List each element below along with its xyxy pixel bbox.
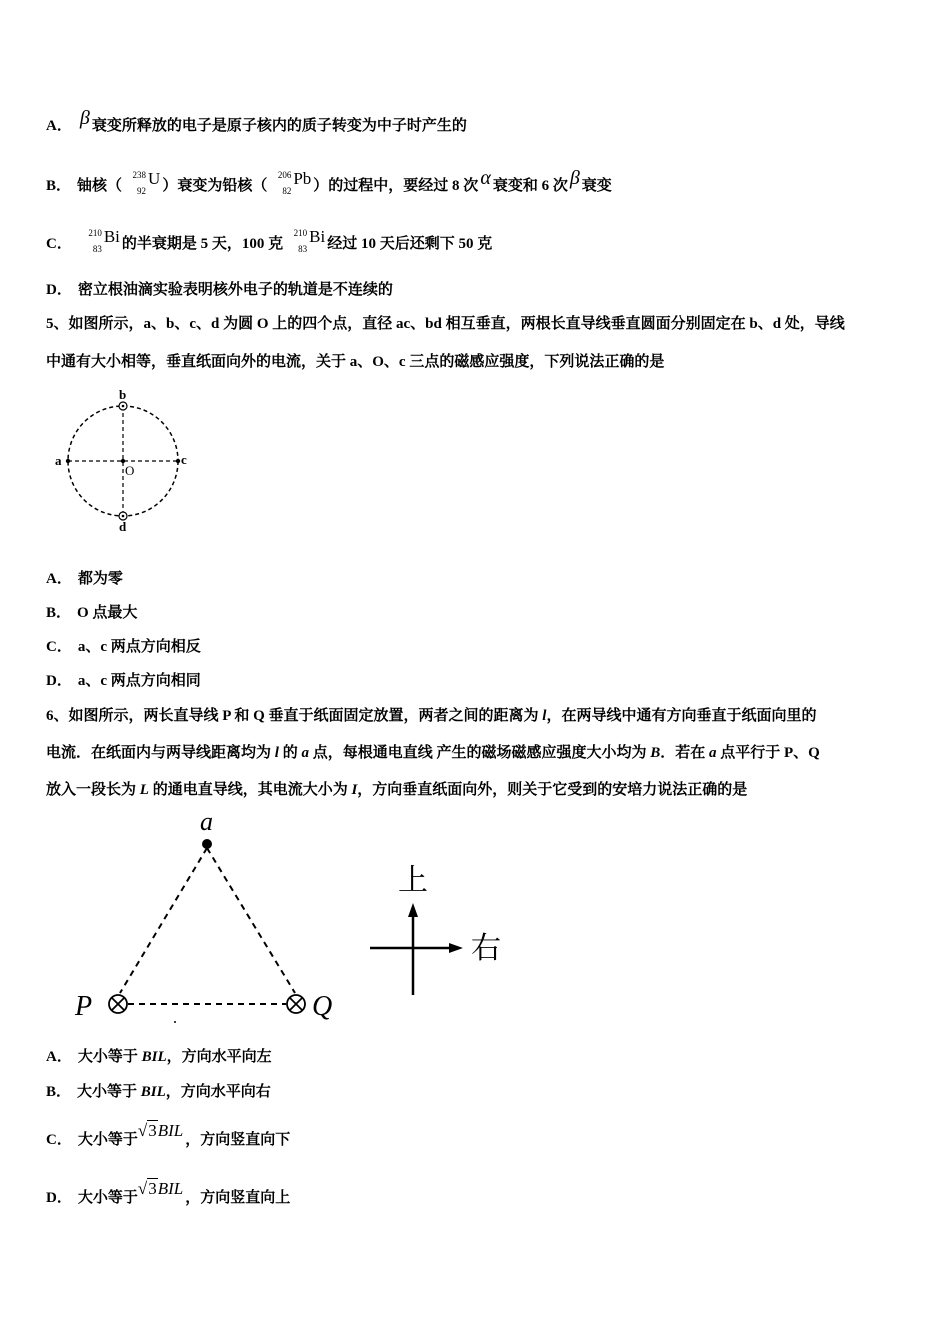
q6-triangle-figure: [60, 808, 360, 1033]
sqrt3-bil-expr: √3BIL: [137, 1121, 184, 1140]
sqrt3-bil-expr: √3BIL: [137, 1179, 184, 1198]
label-up: 上: [398, 864, 428, 897]
side-pa: [120, 848, 207, 993]
label-c: c: [181, 452, 187, 467]
q6-stem-line-2: 电流．在纸面内与两导线距离均为 l 的 a 点，每根通电直线 产生的磁场磁感应强度大小均为 B．若在 a 点平行于 P、Q: [46, 745, 820, 761]
q5-stem-line-1: 5、如图所示，a、b、c、d 为圆 O 上的四个点，直径 ac、bd 相互垂直，两根长直导线垂直圆面分别固定在 b、d 处，导线: [46, 316, 845, 332]
option-text: a、c 两点方向相反: [77, 639, 201, 655]
point-a: [66, 459, 70, 463]
expr-bil: BIL: [141, 1049, 167, 1065]
option-label: B．: [46, 1084, 72, 1100]
q6-direction-figure: [365, 855, 515, 1005]
option-text-5: 衰变: [581, 178, 612, 194]
label-p: P: [75, 991, 93, 1022]
q5-circle-figure: [50, 385, 200, 535]
label-q: Q: [312, 991, 333, 1022]
option-label: A．: [46, 1049, 72, 1065]
side-qa: [207, 848, 295, 993]
point-c: [176, 459, 180, 463]
q5-option-c[interactable]: [46, 637, 201, 657]
option-label: A．: [46, 118, 72, 134]
q5-option-a[interactable]: [46, 569, 123, 589]
option-label: C．: [46, 236, 72, 252]
option-text: 衰变所释放的电子是原子核内的质子转变为中子时产生的: [91, 118, 467, 134]
option-text: 都为零: [77, 571, 123, 587]
option-text: a、c 两点方向相同: [77, 673, 201, 689]
option-label: B．: [46, 605, 72, 621]
q4-option-d[interactable]: [46, 280, 393, 300]
option-text-2: ）衰变为铅核（: [162, 178, 268, 194]
option-text-2: 经过 10 天后还剩下 50 克: [327, 236, 493, 252]
q6-stem-line-3: 放入一段长为 L 的通电直导线，其电流大小为 I，方向垂直纸面向外，则关于它受到的安培力说法正确的是: [46, 782, 748, 798]
q5-option-b[interactable]: [46, 603, 137, 623]
option-label: D．: [46, 1190, 72, 1206]
label-a: a: [55, 453, 62, 468]
option-label: B．: [46, 178, 72, 194]
alpha-symbol: α: [480, 167, 491, 189]
q6-option-c[interactable]: C． 大小等于√3BIL ，方向竖直向下: [46, 1121, 291, 1148]
option-label: D．: [46, 673, 72, 689]
option-label: A．: [46, 571, 72, 587]
option-label: D．: [46, 282, 72, 298]
label-a: a: [200, 808, 213, 836]
expr-bil: BIL: [140, 1084, 166, 1100]
label-right: 右: [471, 932, 501, 965]
q4-option-c[interactable]: [46, 227, 493, 254]
q5-option-d[interactable]: [46, 671, 201, 691]
option-text-1: 的半衰期是 5 天，100 克: [121, 236, 284, 252]
label-b: b: [119, 387, 127, 402]
option-text: 密立根油滴实验表明核外电子的轨道是不连续的: [77, 282, 393, 298]
uranium-nuclide: 238 92 U: [132, 169, 161, 196]
label-o: O: [125, 463, 135, 478]
option-text: O 点最大: [77, 605, 138, 621]
q4-option-b[interactable]: [46, 167, 612, 196]
option-text-4: 衰变和 6 次: [492, 178, 568, 194]
option-label: C．: [46, 1132, 72, 1148]
q6-option-a[interactable]: A． 大小等于 BIL，方向水平向左: [46, 1049, 272, 1065]
point-a: [202, 839, 212, 849]
arrow-right-icon: [449, 943, 463, 953]
q6-option-d[interactable]: D． 大小等于√3BIL ，方向竖直向上: [46, 1179, 291, 1206]
option-text-1: 铀核（: [77, 178, 123, 194]
q5-stem-line-2: 中通有大小相等，垂直纸面向外的电流，关于 a、O、c 三点的磁感应强度，下列说法正确的是: [46, 354, 665, 370]
bismuth-nuclide: 210 83 Bi: [88, 227, 120, 254]
lead-nuclide: 206 82 Pb: [277, 169, 312, 196]
q4-option-a[interactable]: [46, 107, 467, 136]
arrow-up-icon: [408, 903, 418, 917]
beta-symbol: β: [79, 107, 90, 129]
option-text-3: ）的过程中，要经过 8 次: [313, 178, 479, 194]
q6-stem-line-1: 6、如图所示，两长直导线 P 和 Q 垂直于纸面固定放置，两者之间的距离为 l，在两导线中通有方向垂直于纸面向里的: [46, 708, 817, 724]
label-d: d: [119, 519, 127, 534]
beta-symbol: β: [569, 167, 580, 189]
bismuth-nuclide-2: 210 83 Bi: [293, 227, 326, 254]
q6-option-b[interactable]: B． 大小等于 BIL，方向水平向右: [46, 1084, 271, 1100]
option-label: C．: [46, 639, 72, 655]
